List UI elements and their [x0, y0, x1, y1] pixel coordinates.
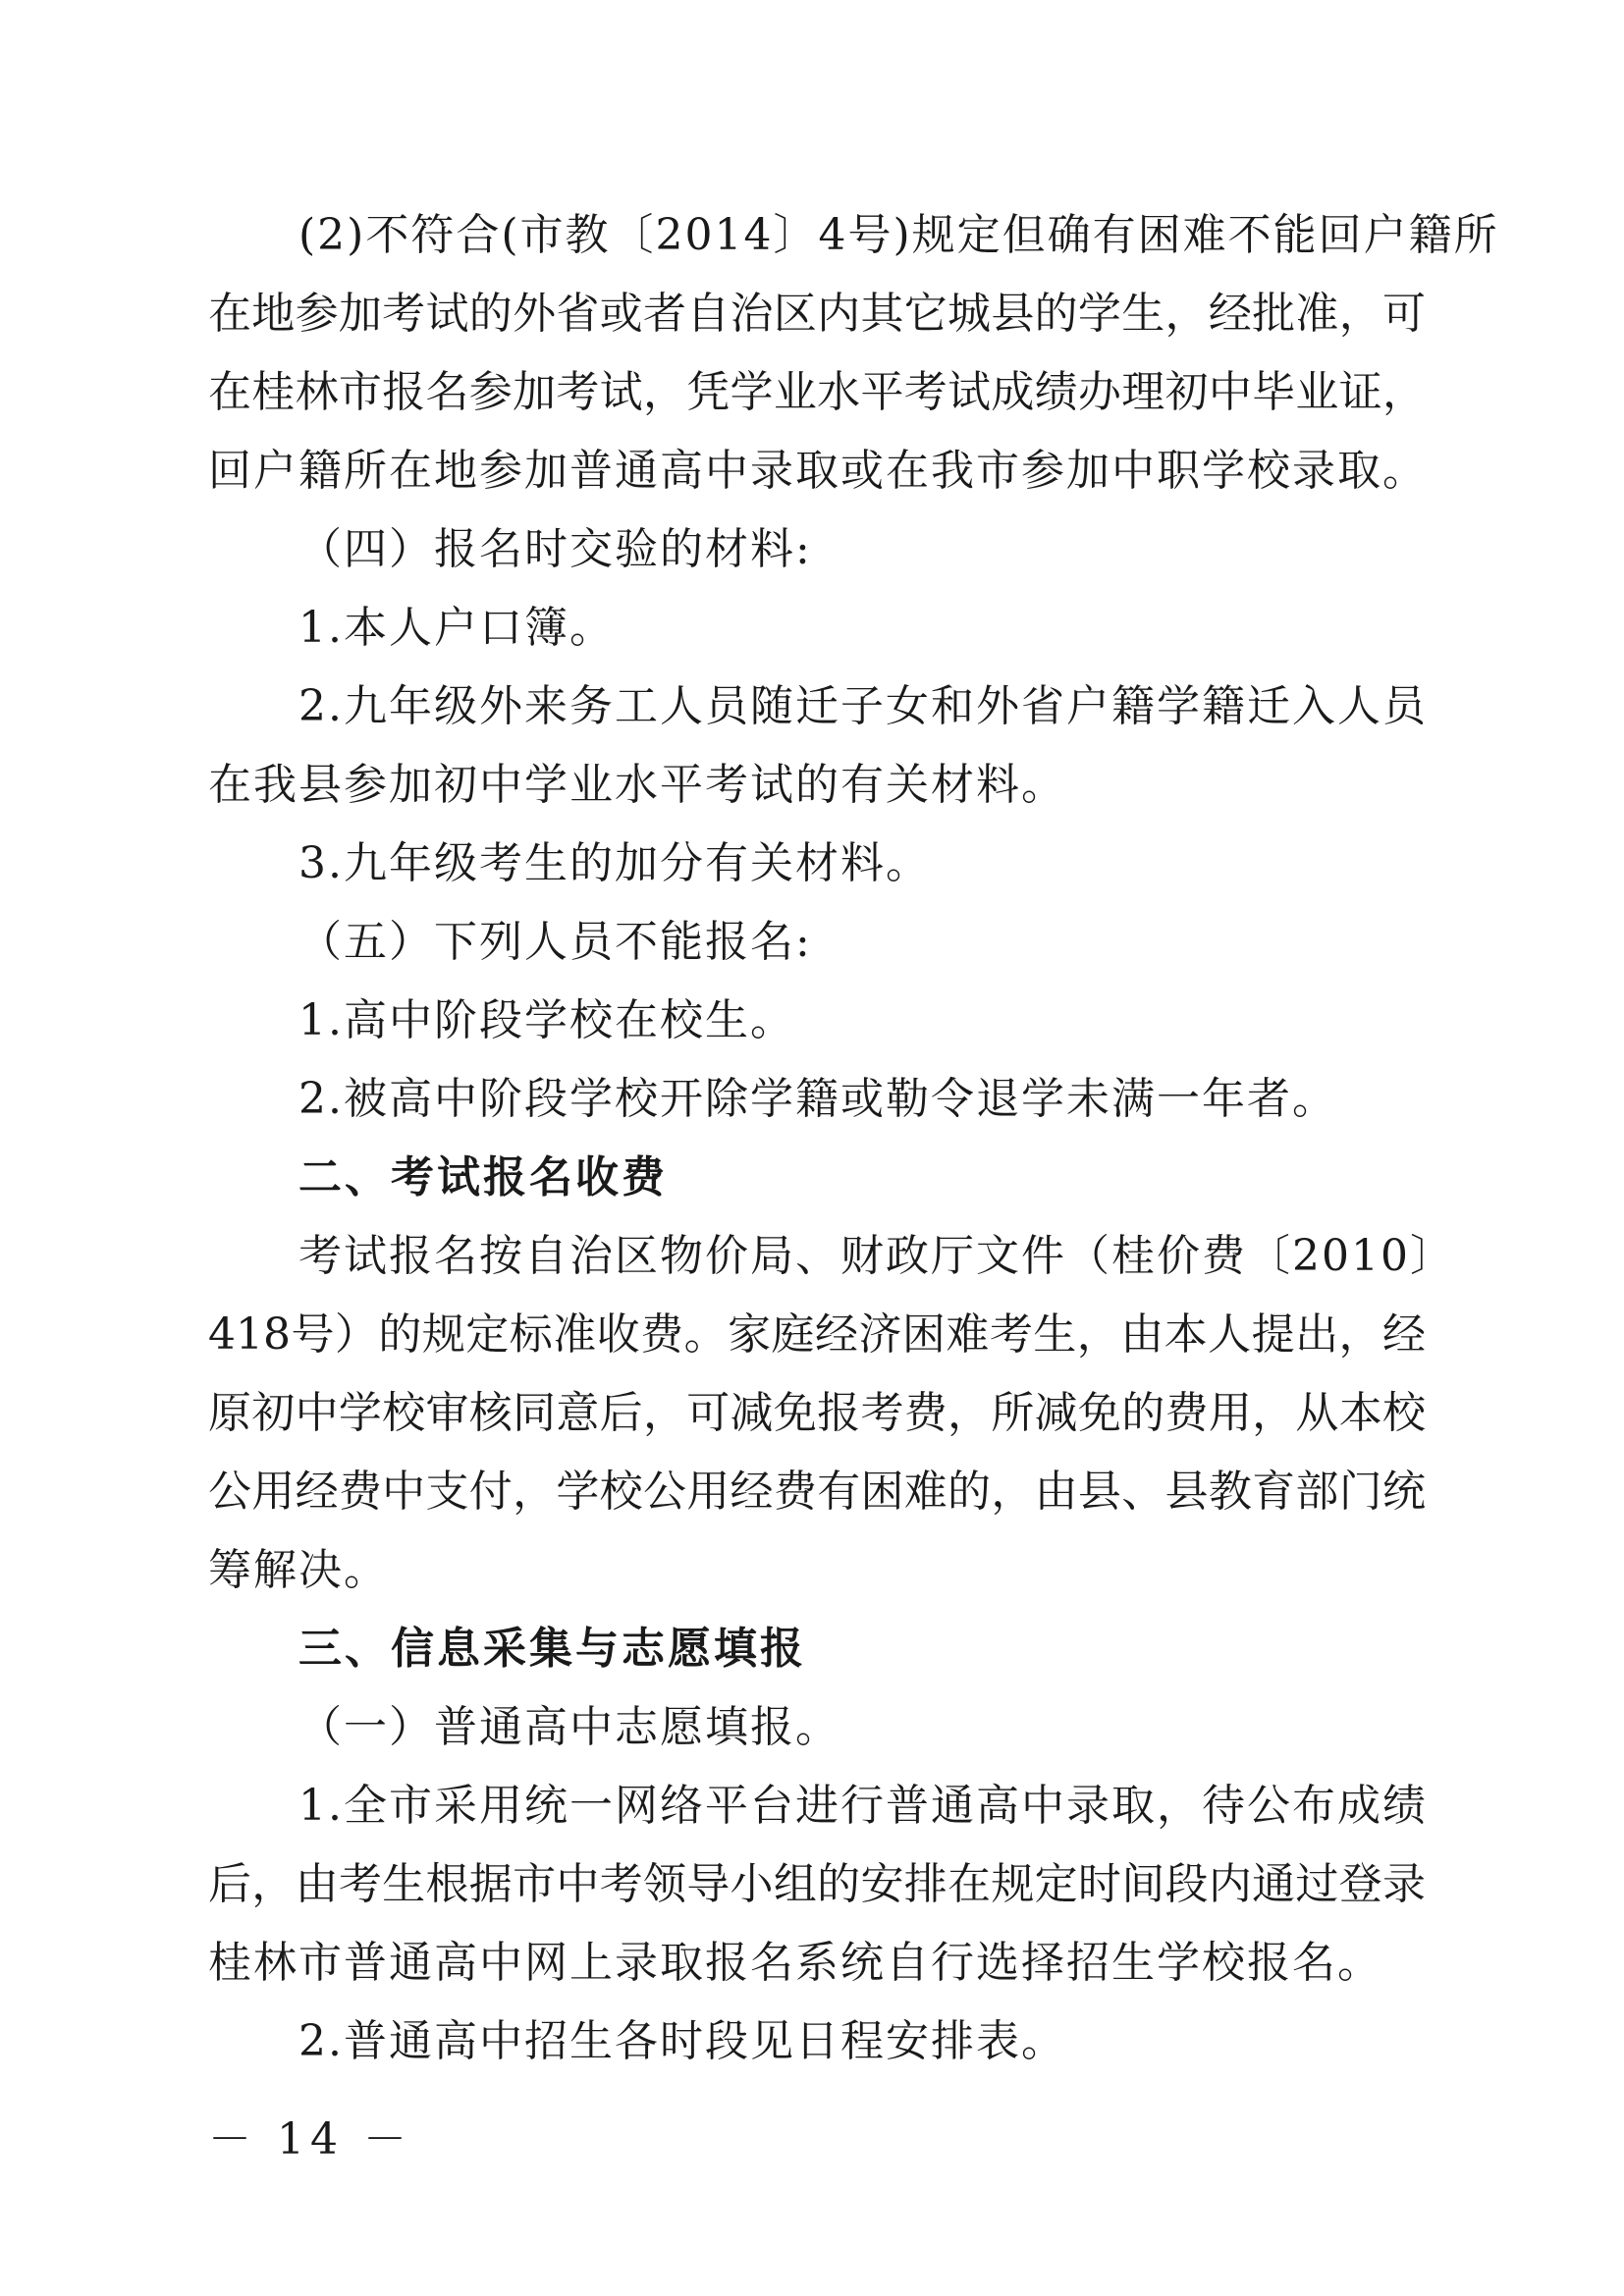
list-item: 2.九年级外来务工人员随迁子女和外省户籍学籍迁入人员 — [298, 681, 1428, 731]
paragraph-line: 在地参加考试的外省或者自治区内其它城县的学生，经批准，可 — [208, 289, 1426, 339]
list-item: 1.本人户口簿。 — [298, 603, 615, 653]
paragraph-line: (2)不符合(市教〔2014〕4号)规定但确有困难不能回户籍所 — [298, 210, 1499, 260]
paragraph-line: 原初中学校审核同意后，可减免报考费，所减免的费用，从本校 — [208, 1388, 1426, 1438]
section-heading: 二、考试报名收费 — [298, 1152, 668, 1202]
paragraph-line: 筹解决。 — [208, 1545, 389, 1595]
list-item: 3.九年级考生的加分有关材料。 — [298, 838, 931, 888]
body-text — [208, 196, 1499, 2081]
section-heading: 三、信息采集与志愿填报 — [298, 1624, 806, 1674]
subsection-heading: （五）下列人员不能报名: — [298, 917, 812, 967]
subsection-heading: （四）报名时交验的材料: — [298, 524, 812, 574]
paragraph-line: 考试报名按自治区物价局、财政厅文件（桂价费〔2010〕 — [298, 1231, 1455, 1281]
paragraph-line: 桂林市普通高中网上录取报名系统自行选择招生学校报名。 — [208, 1938, 1382, 1988]
paragraph-line: 公用经费中支付，学校公用经费有困难的，由县、县教育部门统 — [208, 1467, 1426, 1517]
paragraph-line: 回户籍所在地参加普通高中录取或在我市参加中职学校录取。 — [208, 446, 1428, 496]
list-item: 2.普通高中招生各时段见日程安排表。 — [298, 2016, 1066, 2066]
paragraph-line: 后，由考生根据市中考领导小组的安排在规定时间段内通过登录 — [208, 1859, 1426, 1909]
list-item: 2.被高中阶段学校开除学籍或勒令退学未满一年者。 — [298, 1074, 1337, 1124]
paragraph-line: 在桂林市报名参加考试，凭学业水平考试成绩办理初中毕业证， — [208, 367, 1426, 417]
list-item: 1.高中阶段学校在校生。 — [298, 995, 795, 1045]
list-item: 1.全市采用统一网络平台进行普通高中录取，待公布成绩 — [298, 1781, 1428, 1831]
subsection-heading: （一）普通高中志愿填报。 — [298, 1702, 840, 1752]
paragraph-line: 418号）的规定标准收费。家庭经济困难考生，由本人提出，经 — [208, 1309, 1426, 1360]
page-number: － 14 － — [208, 2114, 412, 2164]
paragraph-line: 在我县参加初中学业水平考试的有关材料。 — [208, 760, 1066, 810]
